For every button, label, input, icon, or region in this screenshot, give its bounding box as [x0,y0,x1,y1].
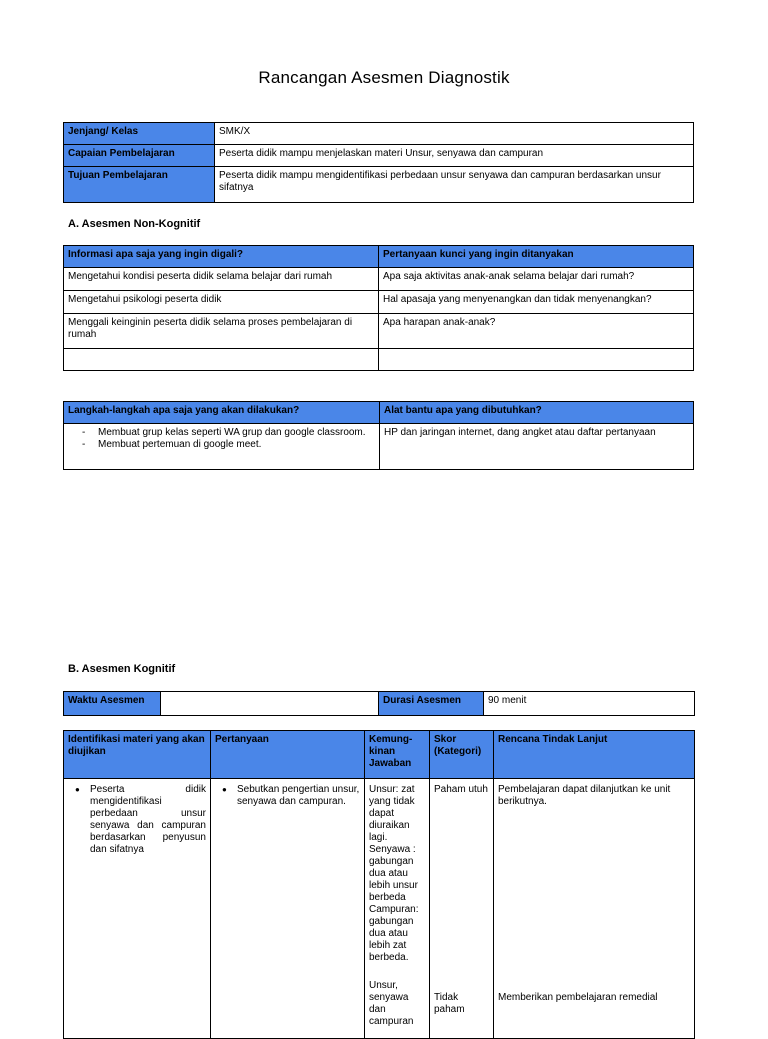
jawaban-1: Unsur: zat yang tidak dapat diuraikan lagi. Senyawa : gabungan dua atau lebih unsur berbeda Campuran: gabungan dua atau lebih zat berbeda. [369,784,419,963]
table-row [64,349,694,371]
info-table [63,122,694,203]
column-header: Pertanyaan kunci yang ingin ditanyakan [379,246,694,268]
column-header: Pertanyaan [211,731,365,779]
table-row [64,779,695,1039]
jawaban-2: Unsur, senyawa dan campuran [369,980,414,1027]
table-row [64,123,694,145]
table-row [64,314,694,349]
tujuan-value: Peserta didik mampu mengidentifikasi perbedaan unsur senyawa dan campuran berdasarkan unsur sifatnya [215,167,694,203]
tools-cell: HP dan jaringan internet, dang angket atau daftar pertanyaan [380,424,694,470]
rencana-2: Memberikan pembelajaran remedial [498,992,658,1003]
table-row [64,246,694,268]
steps-cell [64,424,380,470]
tujuan-label: Tujuan Pembelajaran [64,167,215,203]
skor-1: Paham utuh [434,784,488,795]
waktu-value [161,692,379,716]
table-cell: Mengetahui kondisi peserta didik selama belajar dari rumah [64,268,379,291]
column-header: Informasi apa saja yang ingin digali? [64,246,379,268]
table-row [64,402,694,424]
skor-cell [430,779,494,1039]
rencana-cell [494,779,695,1039]
durasi-value: 90 menit [484,692,695,716]
table-cell: Mengetahui psikologi peserta didik [64,291,379,314]
jawaban-cell [365,779,430,1039]
table-row [64,424,694,470]
column-header: Identifikasi materi yang akan diujikan [64,731,211,779]
table-row [64,145,694,167]
pertanyaan-cell [211,779,365,1039]
table-row [64,731,695,779]
column-header: Kemung-kinan Jawaban [365,731,430,779]
non-kognitif-steps-table [63,401,694,470]
kognitif-table [63,730,695,1039]
list-item: ● Peserta didik mengidentifikasi perbedaan unsur senyawa dan campuran berdasarkan penyusun dan sifatnya [90,784,206,856]
list-item: - Membuat grup kelas seperti WA grup dan google classroom. [98,427,375,439]
rencana-1: Pembelajaran dapat dilanjutkan ke unit berikutnya. [498,784,671,807]
table-row [64,291,694,314]
column-header: Skor (Kategori) [430,731,494,779]
table-row [64,268,694,291]
skor-2: Tidak paham [434,992,465,1015]
table-cell: Hal apasaja yang menyenangkan dan tidak menyenangkan? [379,291,694,314]
waktu-table [63,691,695,716]
jenjang-value: SMK/X [215,123,694,145]
capaian-value: Peserta didik mampu menjelaskan materi Unsur, senyawa dan campuran [215,145,694,167]
waktu-label: Waktu Asesmen [64,692,161,716]
capaian-label: Capaian Pembelajaran [64,145,215,167]
section-a-heading: A. Asesmen Non-Kognitif [68,218,201,230]
table-row [64,692,695,716]
list-item: - Membuat pertemuan di google meet. [98,439,375,451]
column-header: Alat bantu apa yang dibutuhkan? [380,402,694,424]
durasi-label: Durasi Asesmen [379,692,484,716]
table-row [64,167,694,203]
section-b-heading: B. Asesmen Kognitif [68,663,176,675]
materi-cell [64,779,211,1039]
table-cell [64,349,379,371]
table-cell: Apa harapan anak-anak? [379,314,694,349]
table-cell: Menggali keinginin peserta didik selama proses pembelajaran di rumah [64,314,379,349]
table-cell [379,349,694,371]
non-kognitif-info-table [63,245,694,371]
list-item: ● Sebutkan pengertian unsur, senyawa dan campuran. [237,784,360,808]
jenjang-label: Jenjang/ Kelas [64,123,215,145]
column-header: Langkah-langkah apa saja yang akan dilakukan? [64,402,380,424]
table-cell: Apa saja aktivitas anak-anak selama belajar dari rumah? [379,268,694,291]
page-title: Rancangan Asesmen Diagnostik [258,68,510,87]
column-header: Rencana Tindak Lanjut [494,731,695,779]
